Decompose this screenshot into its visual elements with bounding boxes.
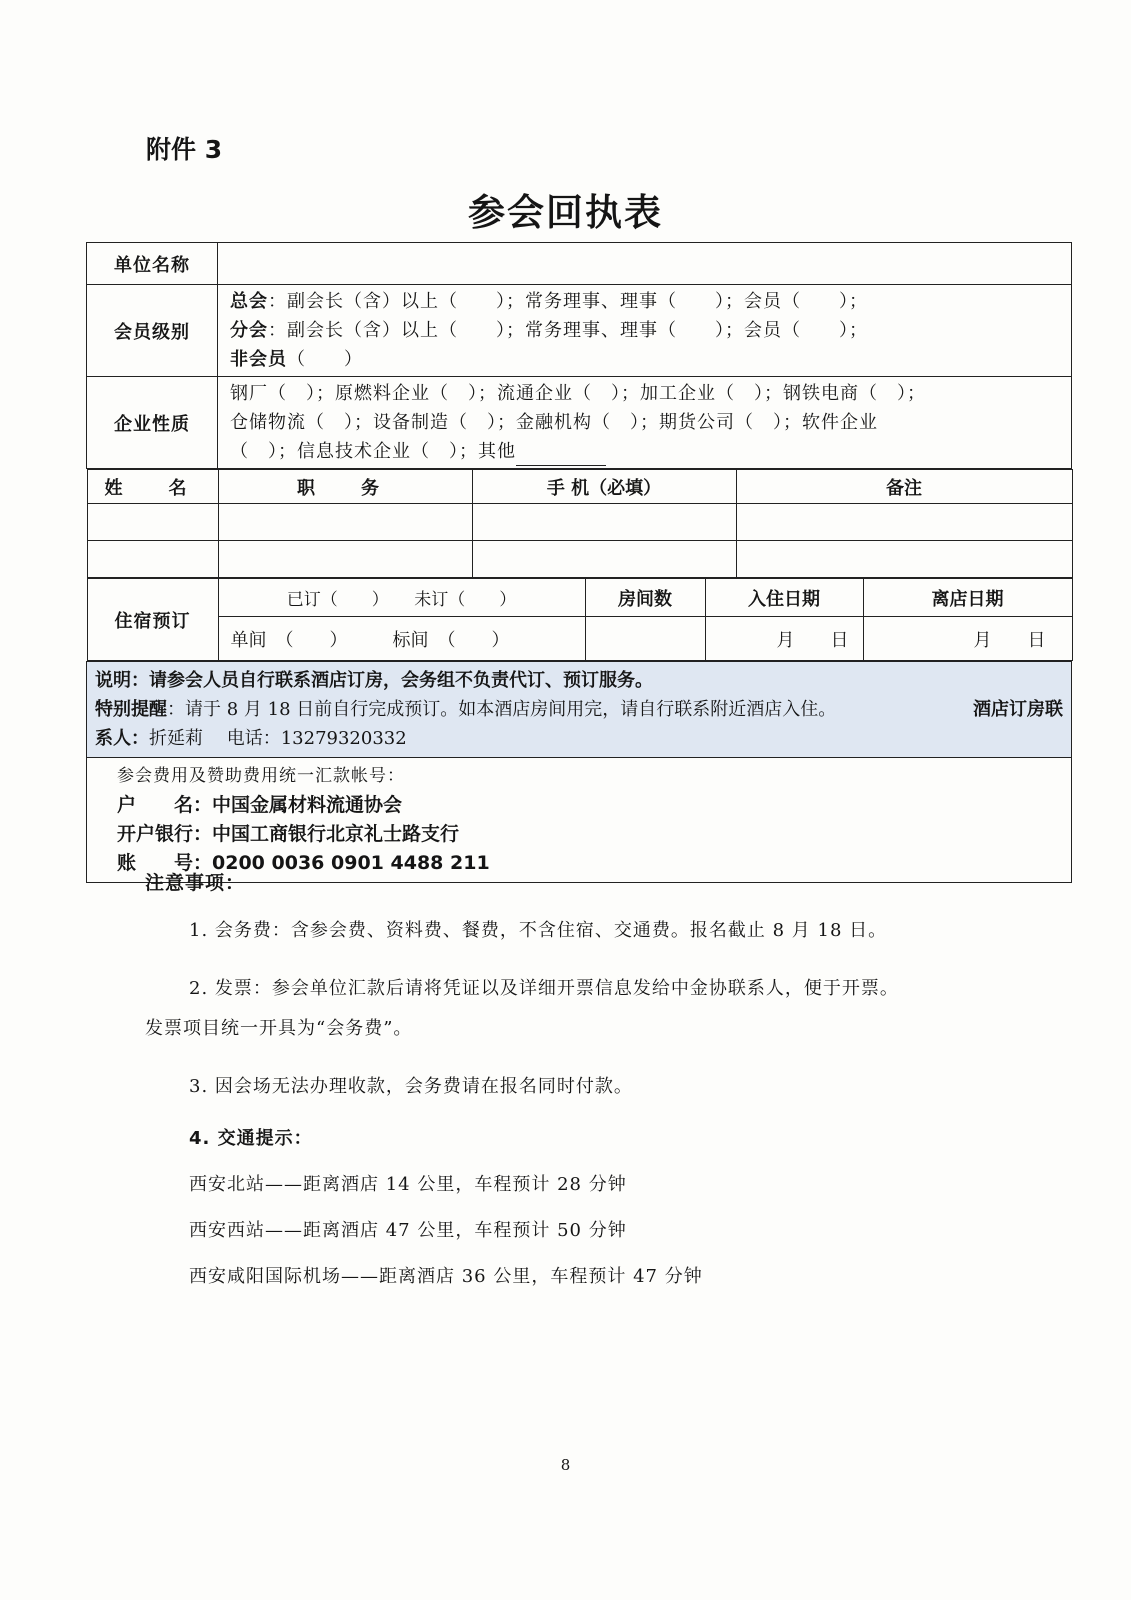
account-name-label: 户 名： [117, 794, 213, 816]
attendee-remark-cell[interactable] [736, 541, 1072, 578]
header-rooms: 房间数 [585, 579, 705, 617]
member-level-row [87, 285, 1072, 377]
page-title: 参会回执表 [468, 191, 663, 234]
non-member-option: （ ） [287, 349, 363, 370]
branch-label: 分会 [230, 320, 268, 341]
header-position: 职 务 [218, 470, 472, 504]
lodging-label: 住宿预订 [87, 579, 218, 661]
table-row [87, 541, 1072, 578]
attendee-header-row [87, 470, 1072, 504]
attendee-remark-cell[interactable] [736, 504, 1072, 541]
header-checkin: 入住日期 [705, 579, 863, 617]
attendee-position-cell[interactable] [218, 541, 472, 578]
booking-status-options[interactable]: 已订（ ） 未订（ ） [218, 579, 585, 617]
unit-name-row [87, 243, 1072, 285]
notes-section [145, 868, 1005, 1311]
notes-heading: 注意事项： [145, 872, 246, 894]
checkin-date-cell[interactable]: 月 日 [705, 617, 863, 661]
header-mobile: 手 机（必填） [472, 470, 736, 504]
head-office-label: 总会 [230, 291, 268, 312]
hotel-notice [87, 662, 1072, 758]
contact-text: 折延莉 电话：13279320332 [149, 728, 407, 749]
member-level-label: 会员级别 [87, 285, 218, 377]
attendee-mobile-cell[interactable] [472, 541, 736, 578]
bank-intro: 参会费用及赞助费用统一汇款帐号： [117, 766, 405, 786]
room-type-options[interactable]: 单间 （ ） 标间 （ ） [218, 617, 585, 661]
branch-options: ：副会长（含）以上（ ）；常务理事、理事（ ）；会员（ ）； [268, 320, 868, 341]
attendee-mobile-cell[interactable] [472, 504, 736, 541]
enterprise-options-line1: 钢厂（ ）；原燃料企业（ ）；流通企业（ ）；加工企业（ ）；钢铁电商（ ）； [230, 383, 926, 404]
attendee-table [87, 469, 1073, 578]
note-label: 说明： [95, 670, 149, 691]
page-number: 8 [560, 1456, 571, 1474]
unit-name-label: 单位名称 [87, 243, 218, 285]
attendee-name-cell[interactable] [87, 541, 218, 578]
unit-name-field[interactable] [218, 243, 1072, 285]
enterprise-options-line3: （ ）；信息技术企业（ ）；其他 [230, 441, 516, 462]
attendee-section [87, 469, 1072, 579]
member-level-field[interactable] [218, 285, 1072, 377]
header-checkout: 离店日期 [863, 579, 1072, 617]
bank-info [87, 758, 1072, 883]
header-remark: 备注 [736, 470, 1072, 504]
header-name: 姓 名 [87, 470, 218, 504]
attendee-name-cell[interactable] [87, 504, 218, 541]
enterprise-nature-label: 企业性质 [87, 377, 218, 469]
bank-label: 开户银行： [117, 823, 213, 845]
registration-form [86, 242, 1072, 883]
attendee-position-cell[interactable] [218, 504, 472, 541]
note-item-2-cont: 发票项目统一开具为“会务费”。 [145, 1018, 413, 1039]
note-item-3: 3. 因会场无法办理收款，会务费请在报名同时付款。 [189, 1076, 633, 1097]
account-name: 中国金属材料流通协会 [212, 794, 403, 816]
non-member-label: 非会员 [230, 349, 287, 370]
bank-name: 中国工商银行北京礼士路支行 [212, 823, 460, 845]
bank-row [87, 758, 1072, 883]
account-number: 0200 0036 0901 4488 211 [212, 852, 490, 874]
enterprise-nature-field[interactable] [218, 377, 1072, 469]
contact-label: 酒店订房联 [973, 699, 1063, 720]
enterprise-options-line2: 仓储物流（ ）；设备制造（ ）；金融机构（ ）；期货公司（ ）；软件企业 [230, 412, 878, 433]
reminder-label: 特别提醒 [95, 699, 167, 720]
enterprise-nature-row [87, 377, 1072, 469]
note-item-2: 2. 发票：参会单位汇款后请将凭证以及详细开票信息发给中金协联系人，便于开票。 [189, 978, 899, 999]
account-number-label: 账 号： [117, 852, 213, 874]
rooms-cell[interactable] [585, 617, 705, 661]
note-text: 请参会人员自行联系酒店订房，会务组不负责代订、预订服务。 [149, 670, 653, 691]
reminder-text: ：请于 8 月 18 日前自行完成预订。如本酒店房间用完，请自行联系附近酒店入住。 [167, 699, 837, 720]
note-item-4: 4. 交通提示： [189, 1128, 313, 1149]
table-row [87, 504, 1072, 541]
notice-row [87, 662, 1072, 758]
transport-item: 西安西站——距离酒店 47 公里，车程预计 50 分钟 [189, 1220, 627, 1241]
transport-item: 西安北站——距离酒店 14 公里，车程预计 28 分钟 [189, 1174, 627, 1195]
contact-label-cont: 系人： [95, 728, 149, 749]
checkout-date-cell[interactable]: 月 日 [863, 617, 1072, 661]
note-item-1: 1. 会务费：含参会费、资料费、餐费，不含住宿、交通费。报名截止 8 月 18 日。 [189, 920, 888, 941]
head-office-options: ：副会长（含）以上（ ）；常务理事、理事（ ）；会员（ ）； [268, 291, 868, 312]
lodging-table [87, 578, 1073, 661]
attachment-label: 附件 3 [146, 135, 223, 164]
transport-item: 西安咸阳国际机场——距离酒店 36 公里，车程预计 47 分钟 [189, 1266, 703, 1287]
lodging-section [87, 578, 1072, 662]
other-blank[interactable] [516, 447, 606, 466]
